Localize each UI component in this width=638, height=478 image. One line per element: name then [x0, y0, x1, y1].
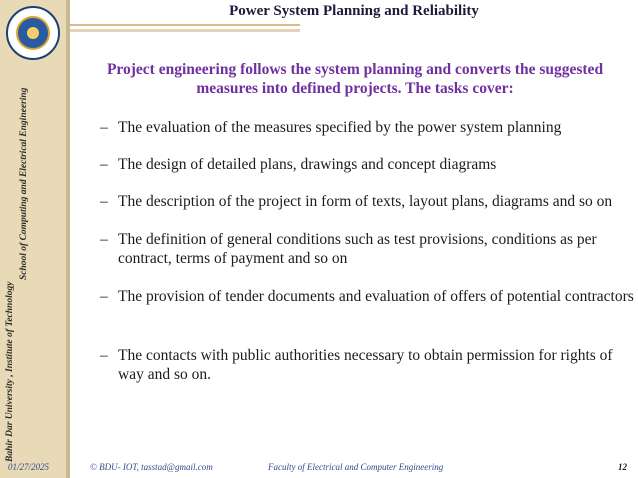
bullet-text: The design of detailed plans, drawings and concept diagrams	[118, 156, 497, 173]
bullet-text: The evaluation of the measures specified by the power system planning	[118, 119, 562, 136]
sidebar-stripe	[66, 0, 70, 478]
underline-line-2	[70, 29, 300, 32]
bullet-dash: –	[100, 288, 108, 305]
bullet-dash: –	[100, 347, 108, 364]
bullet-item	[100, 287, 635, 306]
underline-line-1	[70, 24, 300, 26]
bullet-item	[100, 230, 635, 268]
title-underline	[70, 24, 638, 34]
bullet-item	[100, 155, 635, 174]
sidebar-vertical-text	[3, 0, 33, 468]
footer	[8, 460, 638, 476]
intro-text: Project engineering follows the system planning and converts the suggested measures into defined projects. The tasks cover:	[106, 61, 604, 97]
bullet-dash: –	[100, 231, 108, 248]
bullet-item	[100, 118, 635, 137]
page-number: 12	[618, 462, 627, 472]
bullet-item	[100, 346, 635, 384]
bullet-item	[100, 192, 635, 211]
bullet-dash: –	[100, 119, 108, 136]
bullet-text: The definition of general conditions such as test provisions, conditions as per contract, terms of payment and so on	[118, 231, 597, 267]
footer-copyright: © BDU- IOT, tasstad@gmail.com	[90, 462, 213, 472]
sidebar-school-text: School of Computing and Electrical Engineering	[19, 87, 29, 280]
sidebar-institute-text: Bahir Dar University , Institute of Technology	[5, 281, 15, 462]
bullet-text: The provision of tender documents and evaluation of offers of potential contractors	[118, 288, 634, 305]
bullet-dash: –	[100, 193, 108, 210]
bullet-dash: –	[100, 156, 108, 173]
slide-title: Power System Planning and Reliability	[229, 3, 479, 19]
footer-faculty: Faculty of Electrical and Computer Engineering	[268, 462, 444, 472]
bullet-text: The description of the project in form of texts, layout plans, diagrams and so on	[118, 193, 613, 210]
sidebar	[0, 0, 66, 478]
footer-date: 01/27/2025	[8, 462, 50, 472]
bullet-text: The contacts with public authorities necessary to obtain permission for rights of way and so on.	[118, 347, 613, 383]
